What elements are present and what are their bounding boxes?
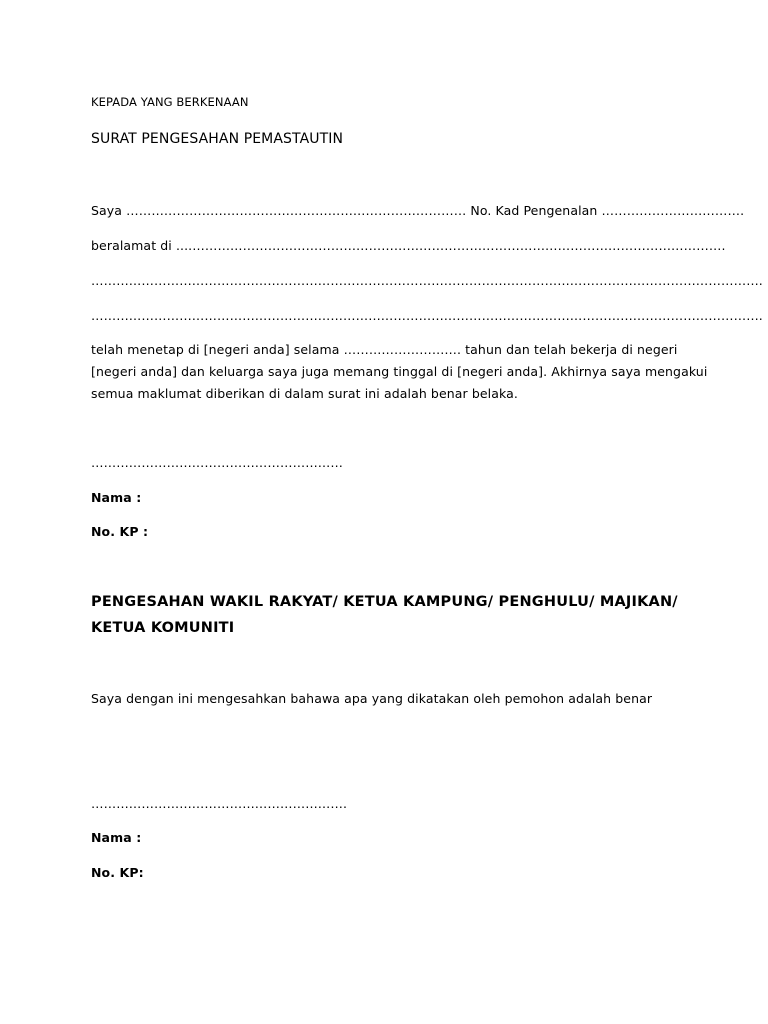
declaration-line-2: [negeri anda] dan keluarga saya juga memang tinggal di [negeri anda]. Akhirnya saya mengakui	[91, 364, 708, 379]
address-line: beralamat di ....……………………………………………………………………………………………………………….	[91, 238, 726, 253]
address-continuation-line-2: …………………………………………………………………………………………………………………………………………….	[91, 308, 763, 323]
declaration-line-3: semua maklumat diberikan di dalam surat ini adalah benar belaka.	[91, 386, 518, 401]
endorsement-heading-line-2: KETUA KOMUNITI	[91, 620, 235, 636]
endorser-name-label: Nama :	[91, 830, 142, 845]
letter-title: SURAT PENGESAHAN PEMASTAUTIN	[91, 131, 344, 147]
declaration-line-1: telah menetap di [negeri anda] selama ………………………. tahun dan telah bekerja di negeri	[91, 342, 678, 357]
applicant-name-label: Nama :	[91, 490, 142, 505]
endorsement-statement: Saya dengan ini mengesahkan bahawa apa yang dikatakan oleh pemohon adalah benar	[91, 691, 653, 706]
applicant-ic-label: No. KP :	[91, 524, 149, 539]
endorser-ic-label: No. KP:	[91, 865, 144, 880]
addressee: KEPADA YANG BERKENAAN	[91, 95, 249, 109]
applicant-signature-line: ……………………………………………………	[91, 455, 343, 470]
endorser-signature-line: …………………………………………………….	[91, 796, 348, 811]
endorsement-heading-line-1: PENGESAHAN WAKIL RAKYAT/ KETUA KAMPUNG/ PENGHULU/ MAJIKAN/	[91, 594, 678, 610]
applicant-name-line: Saya ……………………………………………………………………… No. Kad Pengenalan …………………………….	[91, 203, 745, 218]
address-continuation-line-1: …………………………………………………………………………………………………………………………………………….	[91, 273, 763, 288]
